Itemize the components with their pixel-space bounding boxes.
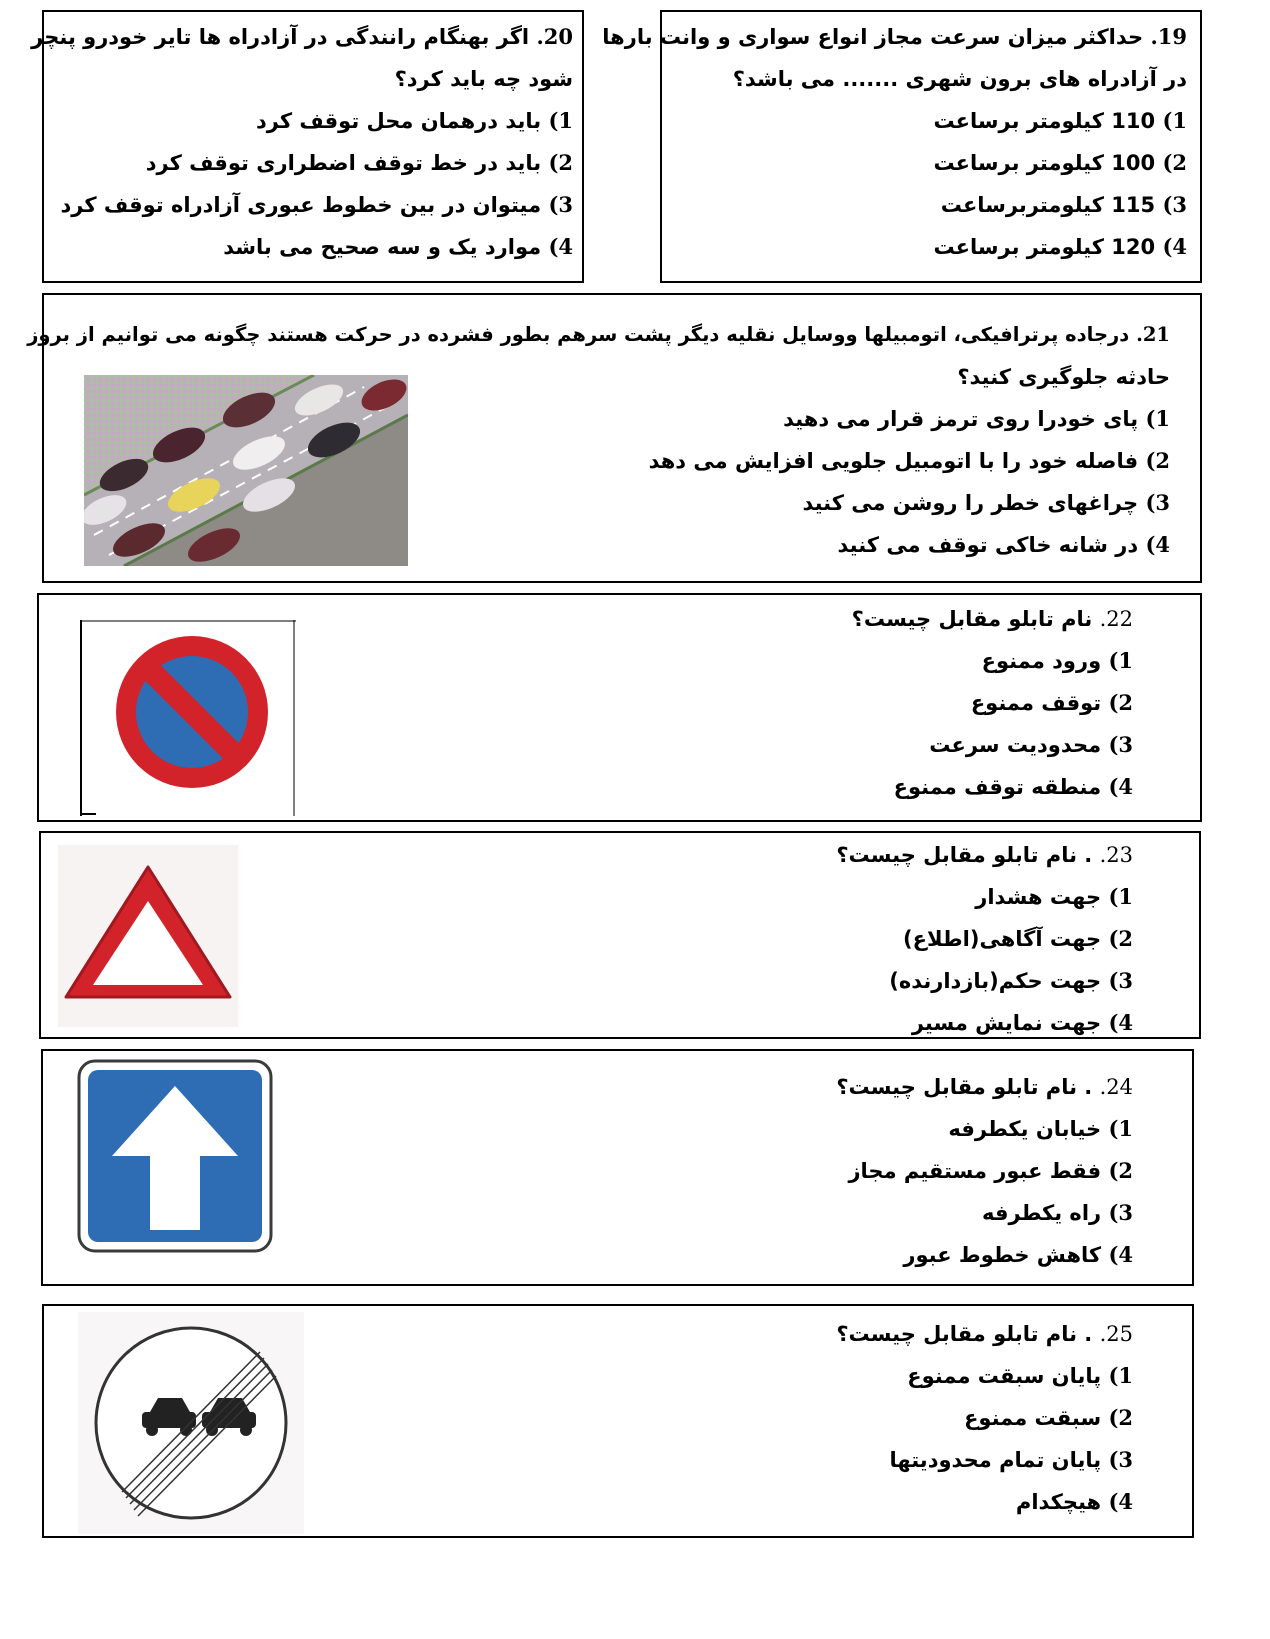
no-parking-sign xyxy=(80,620,296,816)
option[interactable]: 2) باید در خط توقف اضطراری توقف کرد xyxy=(145,150,573,175)
question-number: 23. xyxy=(1099,843,1133,867)
question-24 xyxy=(433,1066,1133,1276)
question-20-stem: 20. اگر بهنگام رانندگی در آزادراه ها تایر خودرو پنچر xyxy=(31,24,573,49)
question-19-stem: 19. حداکثر میزان سرعت مجاز انواع سواری و وانت بارها xyxy=(602,24,1187,49)
question-20 xyxy=(31,16,573,268)
option[interactable]: 2) توقف ممنوع xyxy=(970,690,1133,715)
question-23-stem: 23. . نام تابلو مقابل چیست؟ xyxy=(836,843,1133,867)
option[interactable]: 1) باید درهمان محل توقف کرد xyxy=(256,108,573,133)
question-number: 21. xyxy=(1136,323,1170,346)
question-number: 20. xyxy=(536,24,573,49)
question-number: 19. xyxy=(1150,24,1187,49)
question-23 xyxy=(433,834,1133,1044)
option[interactable]: 4) هیچکدام xyxy=(1015,1489,1133,1514)
question-19-stem-cont: در آزادراه های برون شهری ....... می باشد؟ xyxy=(732,67,1187,91)
option[interactable]: 4) موارد یک و سه صحیح می باشد xyxy=(223,234,573,259)
question-21-stem: 21. درجاده پرترافیکی، اتومبیلها ووسایل نقلیه دیگر پشت سرهم بطور فشرده در حرکت هستند چگونه می توانیم از بروز xyxy=(27,323,1170,346)
option[interactable]: 4) کاهش خطوط عبور xyxy=(903,1242,1133,1267)
traffic-jam-illustration xyxy=(84,375,408,566)
question-19 xyxy=(602,16,1187,268)
option[interactable]: 3) راه یکطرفه xyxy=(982,1200,1133,1225)
question-number: 22. xyxy=(1099,607,1133,631)
question-25-stem: 25. . نام تابلو مقابل چیست؟ xyxy=(836,1322,1133,1346)
option[interactable]: 2) جهت آگاهی(اطلاع) xyxy=(903,926,1133,951)
option[interactable]: 3) میتوان در بین خطوط عبوری آزادراه توقف کرد xyxy=(60,192,573,217)
option[interactable]: 3) محدودیت سرعت xyxy=(929,732,1133,757)
option[interactable]: 1) خیابان یکطرفه xyxy=(948,1116,1133,1141)
option[interactable]: 4) منطقه توقف ممنوع xyxy=(893,774,1133,799)
option[interactable]: 2) سبقت ممنوع xyxy=(964,1405,1133,1430)
option[interactable]: 4) 120 کیلومتر برساعت xyxy=(933,234,1187,259)
option[interactable]: 3) جهت حکم(بازدارنده) xyxy=(889,968,1133,993)
option[interactable]: 2) فقط عبور مستقیم مجاز xyxy=(848,1158,1133,1183)
option[interactable]: 4) جهت نمایش مسیر xyxy=(911,1010,1133,1035)
question-22-stem: 22. نام تابلو مقابل چیست؟ xyxy=(851,607,1133,631)
option[interactable]: 1) ورود ممنوع xyxy=(981,648,1133,673)
question-25 xyxy=(433,1313,1133,1523)
option[interactable]: 2) فاصله خود را با اتومبیل جلویی افزایش می دهد xyxy=(648,448,1170,473)
end-of-no-overtaking-sign xyxy=(78,1312,304,1534)
question-22 xyxy=(433,598,1133,808)
question-24-stem: 24. . نام تابلو مقابل چیست؟ xyxy=(836,1075,1133,1099)
option[interactable]: 1) پای خودرا روی ترمز قرار می دهید xyxy=(783,406,1170,431)
option[interactable]: 3) 115 کیلومتربرساعت xyxy=(940,192,1187,217)
yield-warning-sign xyxy=(58,845,238,1027)
question-20-stem-cont: شود چه باید کرد؟ xyxy=(394,67,573,91)
option[interactable]: 1) پایان سبقت ممنوع xyxy=(907,1363,1133,1388)
question-number: 25. xyxy=(1099,1322,1133,1346)
option[interactable]: 3) چراغهای خطر را روشن می کنید xyxy=(802,490,1170,515)
option[interactable]: 2) 100 کیلومتر برساعت xyxy=(933,150,1187,175)
option[interactable]: 1) جهت هشدار xyxy=(975,884,1133,909)
one-way-arrow-sign xyxy=(76,1058,274,1254)
question-number: 24. xyxy=(1099,1075,1133,1099)
option[interactable]: 3) پایان تمام محدودیتها xyxy=(889,1447,1133,1472)
question-21-stem-cont: حادثه جلوگیری کنید؟ xyxy=(957,365,1170,389)
option[interactable]: 4) در شانه خاکی توقف می کنید xyxy=(837,532,1170,557)
option[interactable]: 1) 110 کیلومتر برساعت xyxy=(933,108,1187,133)
